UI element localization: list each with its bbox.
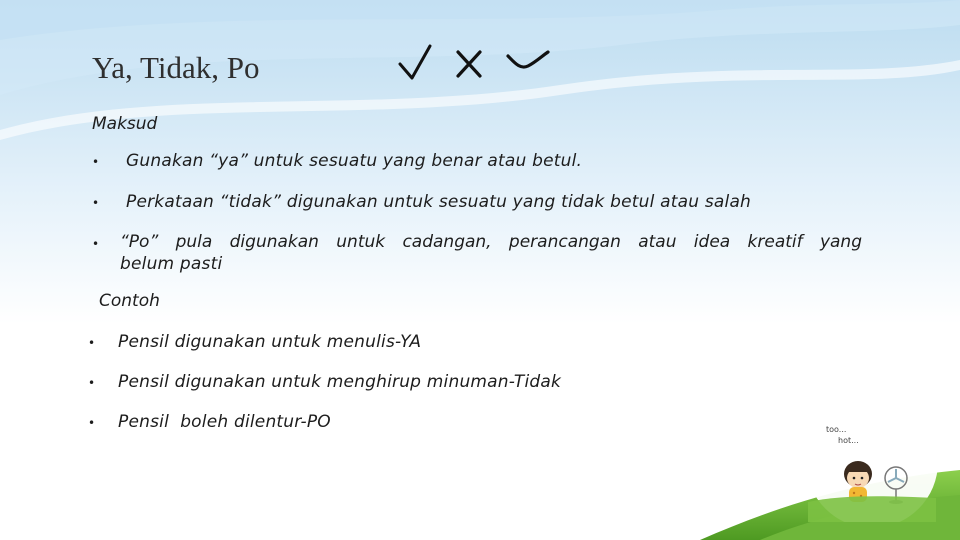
maksud-item-tidak: Perkataan “tidak” digunakan untuk sesuatu yang tidak betul atau salah (126, 192, 752, 212)
maksud-heading: Maksud (92, 114, 158, 134)
bullet: • (92, 237, 100, 251)
bullet: • (88, 376, 96, 390)
contoh-item-ya: Pensil digunakan untuk menulis-YA (118, 332, 422, 352)
illustration-caption-2: hot... (838, 436, 859, 445)
curve-icon (508, 52, 548, 67)
cross-icon (458, 52, 480, 76)
decision-marks (396, 40, 556, 90)
hot-girl-fan-illustration (804, 398, 940, 522)
contoh-heading: Contoh (99, 291, 160, 311)
maksud-item-po-line1: “Po” pula digunakan untuk cadangan, perancangan atau idea kreatif yang (120, 232, 862, 252)
maksud-item-ya: Gunakan “ya” untuk sesuatu yang benar atau betul. (126, 151, 583, 171)
bullet: • (92, 196, 100, 210)
contoh-item-tidak: Pensil digunakan untuk menghirup minuman-Tidak (118, 372, 562, 392)
illustration-caption-1: too... (826, 425, 847, 434)
bullet: • (88, 416, 96, 430)
contoh-item-po: Pensil boleh dilentur-PO (118, 412, 331, 432)
maksud-item-po-line2: belum pasti (120, 254, 223, 274)
bullet: • (88, 336, 96, 350)
slide-title: Ya, Tidak, Po (92, 50, 260, 85)
check-icon (400, 46, 430, 78)
bullet: • (92, 155, 100, 169)
